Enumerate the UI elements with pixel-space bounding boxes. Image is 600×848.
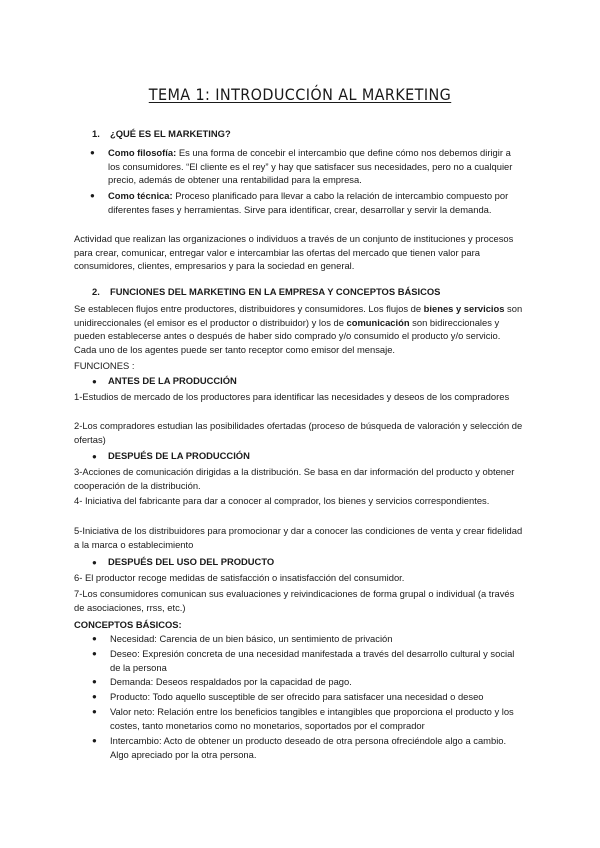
concepto-item xyxy=(92,690,522,704)
conceptos-heading: CONCEPTOS BÁSICOS: xyxy=(74,619,182,630)
flows-bold-bienes: bienes y servicios xyxy=(423,303,505,314)
flows-paragraph xyxy=(74,302,524,356)
concepto-item xyxy=(92,734,522,761)
funciones-label: FUNCIONES : xyxy=(74,360,135,371)
bullet-icon: ● xyxy=(92,558,97,567)
concepto-item xyxy=(92,705,522,732)
section-2-heading xyxy=(92,285,440,299)
heading-antes-produccion xyxy=(92,374,237,389)
document-title: TEMA 1: INTRODUCCIÓN AL MARKETING xyxy=(148,85,452,104)
concepto-text: Intercambio: Acto de obtener un producto deseado de otra persona ofreciéndole algo a cambio. Algo apreciado por la otra persona. xyxy=(110,735,507,760)
bullet-filosofia-label: Como filosofía: xyxy=(108,147,177,158)
heading-despues-text: DESPUÉS DE LA PRODUCCIÓN xyxy=(108,450,250,461)
flows-text-2: son unidireccionales (el emisor es el productor o distribuidor) y los de xyxy=(74,303,523,328)
concepto-item xyxy=(92,632,522,646)
bullet-icon: ● xyxy=(92,649,97,658)
bullet-icon: ● xyxy=(92,377,97,386)
heading-despues-produccion xyxy=(92,449,250,464)
bullet-icon: ● xyxy=(90,148,95,157)
section-2-title: FUNCIONES DEL MARKETING EN LA EMPRESA Y CONCEPTOS BÁSICOS xyxy=(110,286,441,297)
funcion-2: 2-Los compradores estudian las posibilidades ofertadas (proceso de búsqueda de valoración y selección de ofertas) xyxy=(74,420,523,445)
heading-antes-text: ANTES DE LA PRODUCCIÓN xyxy=(108,375,237,386)
bullet-icon: ● xyxy=(92,634,97,643)
section-1-heading xyxy=(92,127,231,141)
funcion-6: 6- El productor recoge medidas de satisfacción o insatisfacción del consumidor. xyxy=(74,572,405,583)
bullet-filosofia xyxy=(90,146,520,187)
heading-uso-text: DESPUÉS DEL USO DEL PRODUCTO xyxy=(108,556,275,567)
bullet-icon: ● xyxy=(92,692,97,701)
definition-paragraph: Actividad que realizan las organizaciones o individuos a través de un conjunto de instituciones y procesos para crear, comunicar, entregar valor e intercambiar las ofertas del mercado que tienen valor para consumidores, clientes, empresarios y para la sociedad en general. xyxy=(74,233,514,272)
concepto-text: Valor neto: Relación entre los beneficios tangibles e intangibles que proporciona el producto y los costes, tanto monetarios como no monetarios, soportados por el comprador xyxy=(110,706,514,731)
funcion-5: 5-Iniciativa de los distribuidores para promocionar y dar a conocer las condiciones de venta y crear fidelidad a la marca o establecimiento xyxy=(74,525,523,550)
concepto-item xyxy=(92,675,522,689)
concepto-text: Necesidad: Carencia de un bien básico, un sentimiento de privación xyxy=(110,633,393,644)
concepto-text: Producto: Todo aquello susceptible de ser ofrecido para satisfacer una necesidad o deseo xyxy=(110,691,484,702)
flows-text-1: Se establecen flujos entre productores, distribuidores y consumidores. Los flujos de xyxy=(74,303,424,314)
bullet-filosofia-text: Es una forma de concebir el intercambio que define cómo nos debemos dirigir a los consumidores. “El cliente es el rey” y hay que satisfacer sus necesidades, pero no a cualquier precio, además de obtener una rentabilidad para la empresa. xyxy=(108,147,513,186)
bullet-tecnica-label: Como técnica: xyxy=(108,190,173,201)
concepto-text: Demanda: Deseos respaldados por la capacidad de pago. xyxy=(110,676,352,687)
heading-despues-uso xyxy=(92,555,274,570)
bullet-icon: ● xyxy=(90,191,95,200)
funcion-3: 3-Acciones de comunicación dirigidas a la distribución. Se basa en dar información del producto y obtener cooperación de la distribución. xyxy=(74,466,515,491)
bullet-tecnica xyxy=(90,189,520,216)
concepto-item xyxy=(92,647,522,674)
bullet-icon: ● xyxy=(92,452,97,461)
section-2-number: 2. xyxy=(92,286,100,297)
section-1-title: ¿QUÉ ES EL MARKETING? xyxy=(110,128,231,139)
section-1-number: 1. xyxy=(92,128,100,139)
funcion-4: 4- Iniciativa del fabricante para dar a conocer al comprador, los bienes y servicios correspondientes. xyxy=(74,495,490,506)
bullet-icon: ● xyxy=(92,677,97,686)
funcion-1: 1-Estudios de mercado de los productores para identificar las necesidades y deseos de los compradores xyxy=(74,391,510,402)
bullet-icon: ● xyxy=(92,736,97,745)
bullet-icon: ● xyxy=(92,707,97,716)
flows-text-3: son bidireccionales y pueden establecerse antes o después de haber sido comprado y/o consumido el producto y/o servicio. Cada uno de los agentes puede ser tanto receptor como emisor del mensaje. xyxy=(74,316,501,355)
funcion-7: 7-Los consumidores comunican sus evaluaciones y reivindicaciones de forma grupal o individual (a través de asociaciones, rrss, etc.) xyxy=(74,588,515,613)
concepto-text: Deseo: Expresión concreta de una necesidad manifestada a través del desarrollo cultural y social de la persona xyxy=(110,648,515,673)
bullet-tecnica-text: Proceso planificado para llevar a cabo la relación de intercambio compuesto por diferentes fases y herramientas. Sirve para identificar, crear, desarrollar y servir la demanda. xyxy=(108,190,509,215)
flows-bold-comunicacion: comunicación xyxy=(346,316,410,328)
